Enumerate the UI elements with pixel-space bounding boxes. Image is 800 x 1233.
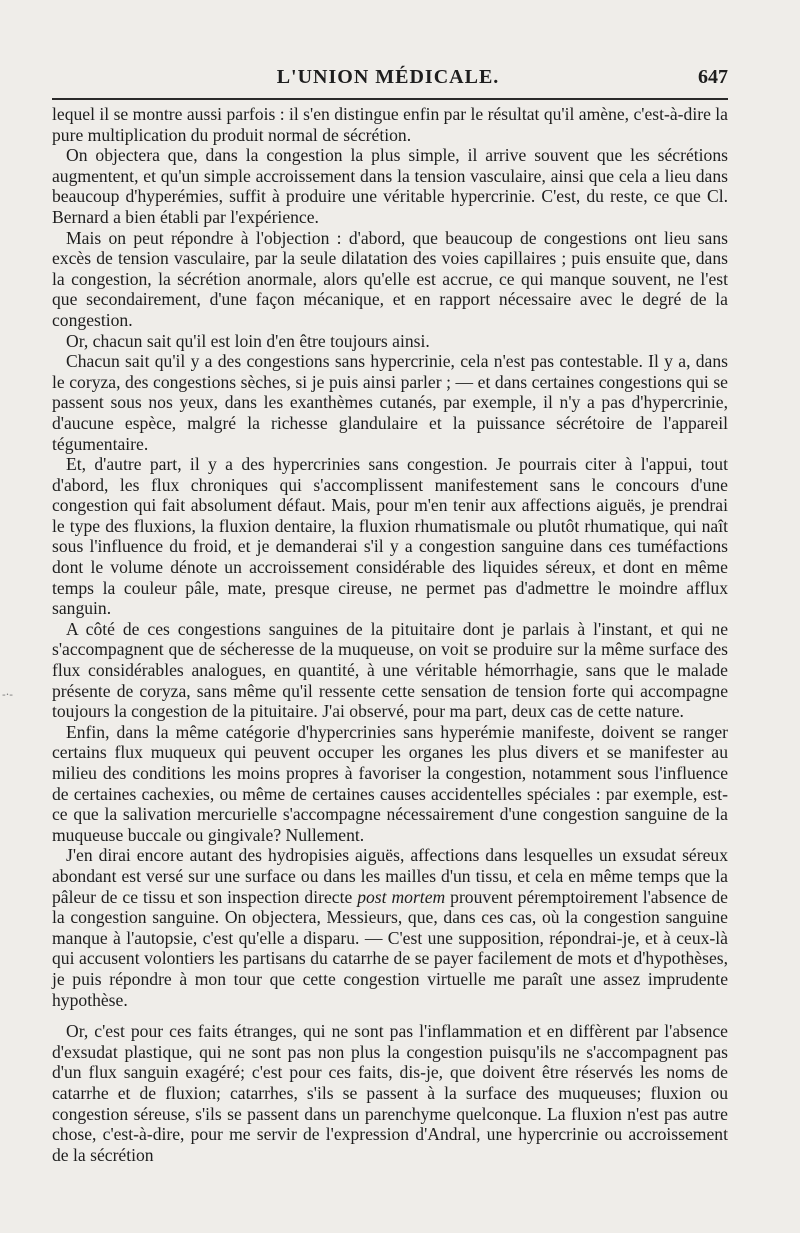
paragraph-8: Enfin, dans la même catégorie d'hypercrinies sans hyperémie manifeste, doivent se ranger certains flux muqueux qui peuvent occuper les organes les plus divers et se manifester au milieu des conditions les moins propres à favoriser la congestion, notamment sous l'influence de certaines cachexies, ou même de certaines causes accidentelles spéciales : par exemple, est-ce que la salivation mercurielle s'accompagne nécessairement d'une congestion sanguine de la muqueuse buccale ou gingivale? Nullement. xyxy=(52,721,728,845)
paragraph-4: Or, chacun sait qu'il est loin d'en être toujours ainsi. xyxy=(66,330,430,351)
paragraph-7: A côté de ces congestions sanguines de la pituitaire dont je parlais à l'instant, et qui ne s'accompagnent que de sécheresse de la muqueuse, on voit se produire sur la même surface des flux considérables analogues, en quantité, à une véritable hémorrhagie, sans que le malade présente de coryza, sans même qu'il ressente cette sensation de tension forte qui accompagne toujours la congestion de la pituitaire. J'ai observé, pour ma part, deux cas de cette nature. xyxy=(52,618,728,722)
page-header xyxy=(48,66,728,90)
paragraph-2: On objectera que, dans la congestion la plus simple, il arrive souvent que les sécrétions augmentent, et qu'un simple accroissement dans la tension vasculaire, ainsi que cela a lieu dans beaucoup d'hyperémies, suffit à produire une véritable hypercrinie. C'est, du reste, ce que Cl. Bernard a bien établi par l'expérience. xyxy=(52,145,728,227)
body-text xyxy=(52,104,728,1165)
paragraph-6: Et, d'autre part, il y a des hypercrinies sans congestion. Je pourrais citer à l'appui, tout d'abord, les flux chroniques qui s'accomplissent manifestement sans le concours d'une congestion qui fait absolument défaut. Mais, pour m'en tenir aux affections aiguës, je prendrai le type des fluxions, la fluxion dentaire, la fluxion rhumatismale ou plutôt rhumatique, qui naît sous l'influence du froid, et je demanderai s'il y a congestion sanguine dans ces tuméfactions dont le volume dénote un accroissement considérable des liquides séreux, et dont en même temps la couleur pâle, mate, presque cireuse, ne permet pas d'admettre le moindre afflux sanguin. xyxy=(52,454,728,619)
margin-mark: -·- xyxy=(2,688,13,701)
paragraph-9-start: J'en dirai encore autant des hydropisies aiguës, affections dans lesquelles un exsudat séreux abondant est versé sur une surface ou dans les mailles d'un tissu, et cela en même temps que la pâleur de ce tissu et son inspection directe xyxy=(52,845,728,907)
post-mortem-italic: post mortem xyxy=(357,886,446,907)
paragraph-3: Mais on peut répondre à l'objection : d'abord, que beaucoup de congestions ont lieu sans excès de tension vasculaire, par la seule dilatation des voies capillaires ; puis ensuite que, dans la congestion, la sécrétion anormale, alors qu'elle est accrue, ce qui manque souvent, ne l'est que secondairement, d'une façon mécanique, et en rapport nécessaire avec le degré de la congestion. xyxy=(52,227,728,330)
paragraph-9-end: prouvent péremptoirement l'absence de la congestion sanguine. On objectera, Messieurs, que, dans ces cas, où la congestion sanguine manque à l'autopsie, c'est qu'elle a disparu. — C'est une supposition, répondrai-je, et à ceux-là qui accusent volontiers les partisans du catarrhe de se payer facilement de mots et d'hypothèses, je puis répondre à mon tour que cette congestion virtuelle me paraît une assez imprudente hypothèse. xyxy=(52,886,728,1010)
paragraph-5: Chacun sait qu'il y a des congestions sans hypercrinie, cela n'est pas contestable. Il y a, dans le coryza, des congestions sèches, si je puis ainsi parler ; — et dans certaines congestions qui se passent sous nos yeux, dans les exanthèmes cutanés, par exemple, il n'y a pas d'hypercrinie, d'aucune espèce, malgré la richesse glandulaire et la puissance sécrétoire de l'appareil tégumentaire. xyxy=(52,351,728,454)
paragraph-10: Or, c'est pour ces faits étranges, qui ne sont pas l'inflammation et en diffèrent par l'absence d'exsudat plastique, qui ne sont pas non plus la congestion puisqu'ils ne s'accompagnent pas d'un flux sanguin exagéré; c'est pour ces faits, dis-je, que doivent être réservés les noms de catarrhe et de fluxion; catarrhes, s'ils se passent à la surface des muqueuses; fluxion ou congestion séreuse, s'ils se passent dans un parenchyme quelconque. La fluxion n'est pas autre chose, c'est-à-dire, pour me servir de l'expression d'Andral, une hypercrinie ou accroissement de la sécrétion xyxy=(52,1021,728,1165)
running-title: L'UNION MÉDICALE. xyxy=(276,66,500,88)
page-number: 647 xyxy=(698,66,728,88)
paragraph-9 xyxy=(52,845,728,1010)
header-rule xyxy=(52,98,728,100)
paragraph-1: lequel il se montre aussi parfois : il s'en distingue enfin par le résultat qu'il amène, c'est-à-dire la pure multiplication du produit normal de sécrétion. xyxy=(52,104,728,145)
